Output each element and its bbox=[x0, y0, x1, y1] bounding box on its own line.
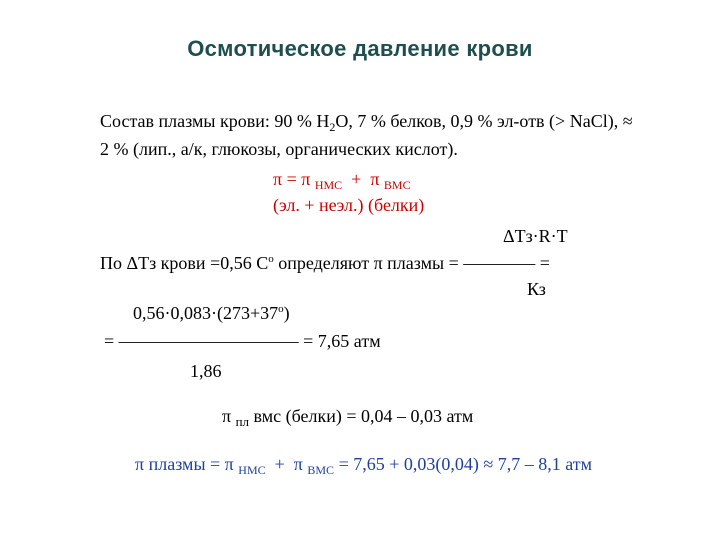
degree-mark: о bbox=[268, 253, 274, 265]
pi-formula-pi2: π bbox=[370, 169, 380, 189]
calc-denominator: 1,86 bbox=[190, 361, 222, 381]
composition-line-1-suffix: O, 7 % белков, 0,9 % эл-отв (> NaCl), ≈ bbox=[335, 111, 633, 131]
calc-numerator bbox=[133, 302, 290, 324]
composition-line-2: 2 % (лип., а/к, глюкозы, органических кислот). bbox=[100, 139, 458, 159]
composition-line-1-prefix: Состав плазмы крови: 90 % H bbox=[100, 111, 330, 131]
pi-vms-rest: вмс (белки) = 0,04 – 0,03 атм bbox=[249, 406, 474, 426]
dtz-line-text: По ΔТз крови =0,56 С bbox=[100, 253, 269, 273]
pi-formula-sub-nms: НМС bbox=[314, 178, 343, 192]
pi-vms-pi: π bbox=[222, 406, 232, 426]
fraction-denominator: Кз bbox=[527, 279, 546, 299]
pi-total-sub-vms: ВМС bbox=[307, 463, 335, 477]
pi-total-plus: + bbox=[274, 454, 285, 474]
pi-total-sub-nms: НМС bbox=[238, 463, 266, 477]
composition-line-1 bbox=[100, 110, 633, 132]
dtz-line-rest: определяют π плазмы = ———— = bbox=[273, 253, 550, 273]
page-title: Осмотическое давление крови bbox=[187, 36, 533, 61]
pi-formula bbox=[273, 168, 411, 190]
calc-numerator-b: ) bbox=[283, 303, 290, 323]
pi-vms-sub: пл bbox=[235, 414, 250, 429]
pi-total-pi2: π bbox=[293, 454, 303, 474]
pi-formula-sub-vms: ВМС bbox=[383, 178, 411, 192]
pi-formula-plus: + bbox=[351, 169, 362, 189]
pi-explanation: (эл. + неэл.) (белки) bbox=[273, 195, 425, 215]
calc-degree-mark: о bbox=[278, 303, 284, 315]
pi-total-a: π плазмы = π bbox=[135, 454, 234, 474]
dtz-line bbox=[100, 252, 550, 274]
fraction-numerator: ΔТз·R·T bbox=[503, 226, 568, 246]
calc-line: = —————————— = 7,65 атм bbox=[104, 331, 381, 351]
pi-total-rest: = 7,65 + 0,03(0,04) ≈ 7,7 – 8,1 атм bbox=[338, 454, 593, 474]
pi-vms-line bbox=[222, 405, 473, 433]
pi-formula-main: π = π bbox=[273, 169, 311, 189]
calc-numerator-a: 0,56·0,083·(273+37 bbox=[133, 303, 279, 323]
pi-total-line bbox=[135, 453, 592, 475]
h2o-subscript: 2 bbox=[329, 120, 336, 134]
